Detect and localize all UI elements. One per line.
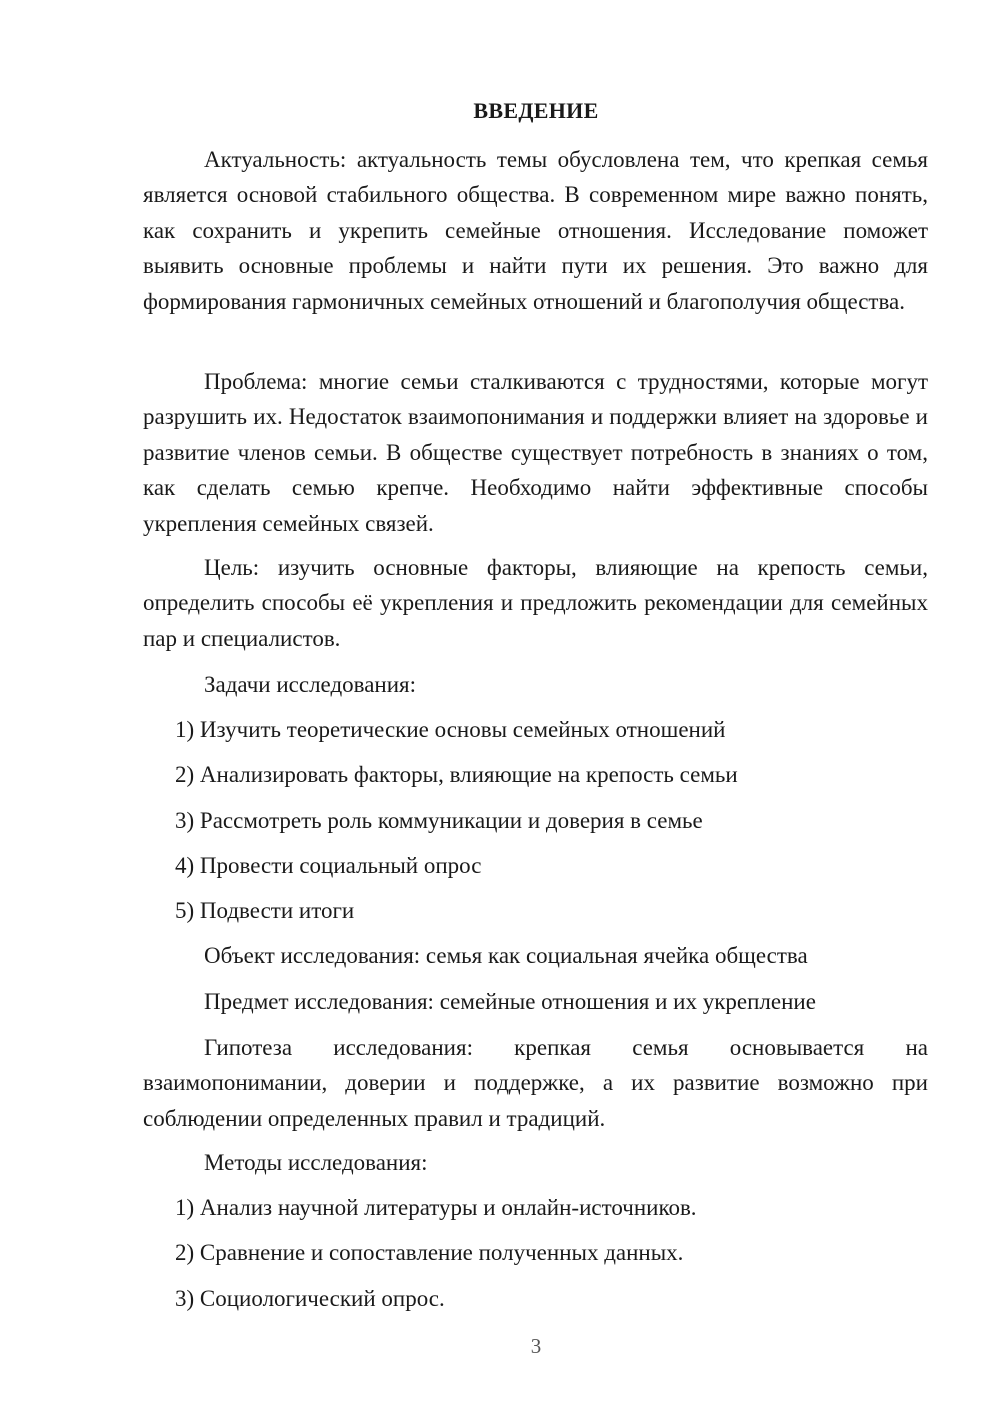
task-item: 3) Рассмотреть роль коммуникации и доверия в семье (175, 808, 703, 833)
problem-paragraph: Проблема: многие семьи сталкиваются с трудностями, которые могут разрушить их. Недостаток взаимопонимания и поддержки влияет на здоровье и развитие членов семьи. В обществе существует потребность в знаниях о том, как сделать семью крепче. Необходимо найти эффективные способы укрепления семейных связей. (143, 369, 928, 536)
relevance-paragraph: Актуальность: актуальность темы обусловлена тем, что крепкая семья является основой стабильного общества. В современном мире важно понять, как сохранить и укрепить семейные отношения. Исследование поможет выявить основные проблемы и найти пути их решения. Это важно для формирования гармоничных семейных отношений и благополучия общества. (143, 147, 928, 314)
method-item: 3) Социологический опрос. (175, 1286, 445, 1311)
task-item: 2) Анализировать факторы, влияющие на крепость семьи (175, 762, 738, 787)
page-number: 3 (530, 1334, 542, 1358)
task-item: 4) Провести социальный опрос (175, 853, 482, 878)
task-item: 5) Подвести итоги (175, 898, 355, 923)
tasks-heading: Задачи исследования: (204, 672, 417, 697)
task-item: 1) Изучить теоретические основы семейных отношений (175, 717, 726, 742)
goal-paragraph: Цель: изучить основные факторы, влияющие на крепость семьи, определить способы её укрепления и предложить рекомендации для семейных пар и специалистов. (143, 555, 928, 651)
object-line: Объект исследования: семья как социальная ячейка общества (204, 943, 808, 968)
method-item: 2) Сравнение и сопоставление полученных данных. (175, 1240, 684, 1265)
subject-line: Предмет исследования: семейные отношения и их укрепление (204, 989, 816, 1014)
hypothesis-paragraph: Гипотеза исследования: крепкая семья основывается на взаимопонимании, доверии и поддержке, а их развитие возможно при соблюдении определенных правил и традиций. (143, 1035, 928, 1131)
methods-heading: Методы исследования: (204, 1150, 428, 1175)
method-item: 1) Анализ научной литературы и онлайн-источников. (175, 1195, 697, 1220)
section-title: ВВЕДЕНИЕ (473, 98, 599, 123)
